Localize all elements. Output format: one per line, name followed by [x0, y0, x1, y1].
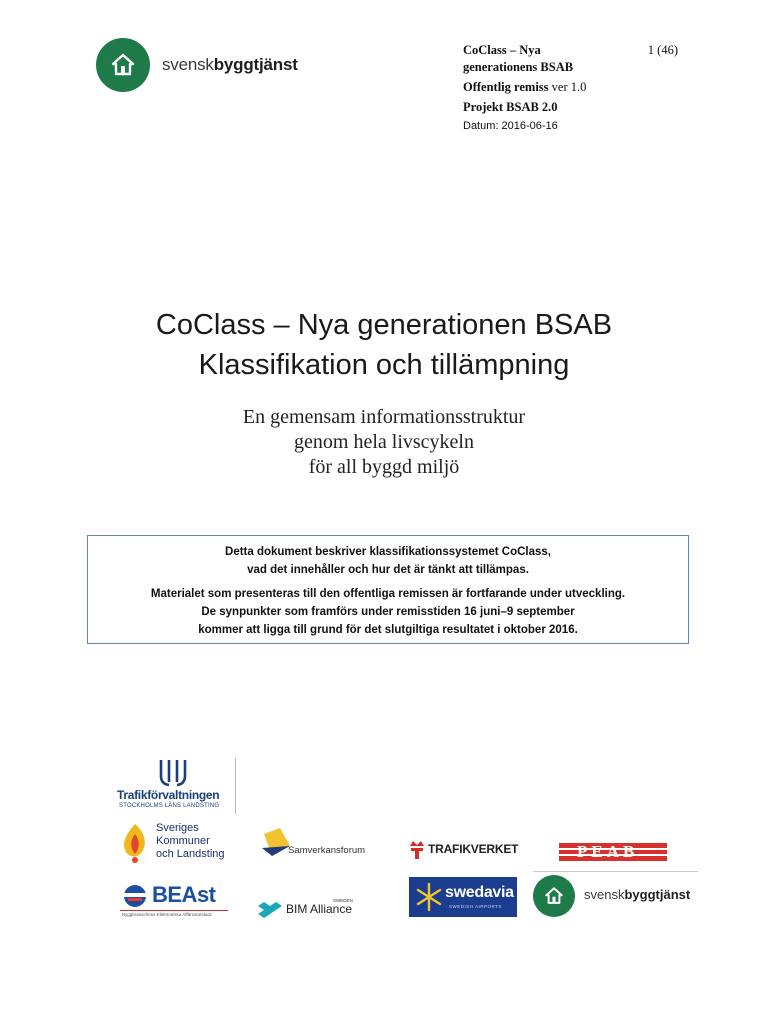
svensk-byggtjanst-partner-logo: svenskbyggtjänst	[533, 873, 698, 918]
logo-divider	[533, 871, 698, 872]
trafikforvaltningen-logo: Trafikförvaltningen STOCKHOLMS LÄNS LANDSTING	[117, 758, 235, 814]
samverkansforum-logo: Samverkansforum	[258, 826, 373, 862]
page-title: CoClass – Nya generationen BSAB Klassifikation och tillämpning	[155, 309, 613, 381]
remiss-line: Offentlig remiss ver 1.0	[463, 80, 587, 94]
project-line: Projekt BSAB 2.0	[463, 100, 558, 114]
date-line: Datum: 2016-06-16	[463, 120, 558, 132]
beast-icon	[122, 884, 148, 908]
beast-logo: BEAst Byggbranschens Elektroniska Affärsstandard	[120, 882, 230, 920]
doc-title: CoClass – Nya generationens BSAB	[463, 43, 574, 74]
skl-logo: Sveriges Kommuner och Landsting	[118, 820, 233, 864]
crown-icon	[408, 838, 426, 860]
peab-logo: PEAB	[559, 843, 667, 861]
svensk-byggtjanst-logo	[96, 38, 298, 92]
document-header-info	[463, 42, 678, 135]
swedavia-logo: swedavia SWEDISH AIRPORTS	[409, 877, 517, 917]
bim-alliance-icon	[258, 902, 284, 918]
bim-alliance-logo: BIM Alliance SWEDEN	[258, 898, 358, 920]
info-box: Detta dokument beskriver klassifikationssystemet CoClass, vad det innehåller och hur det är tänkt att tillämpas. Materialet som presenteras till den offentliga remissen är fortfarande under utveckling. De synpunkter som framförs under remisstiden 16 juni–9 september kommer att ligga till grund för det slutgiltiga resultatet i oktober 2016.	[87, 535, 689, 644]
skl-flame-icon	[118, 822, 152, 864]
trafikforvaltningen-emblem-icon	[157, 758, 189, 788]
trafikverket-logo: TRAFIKVERKET	[408, 838, 523, 862]
logo-divider	[235, 758, 236, 814]
page-number: 1 (46)	[647, 43, 678, 57]
house-icon	[96, 38, 150, 92]
snowflake-icon	[415, 882, 443, 912]
house-icon	[533, 875, 575, 917]
logo-text: svenskbyggtjänst	[162, 55, 298, 74]
page-subtitle: En gemensam informationsstruktur genom hela livscykeln för all byggd miljö	[242, 406, 526, 478]
